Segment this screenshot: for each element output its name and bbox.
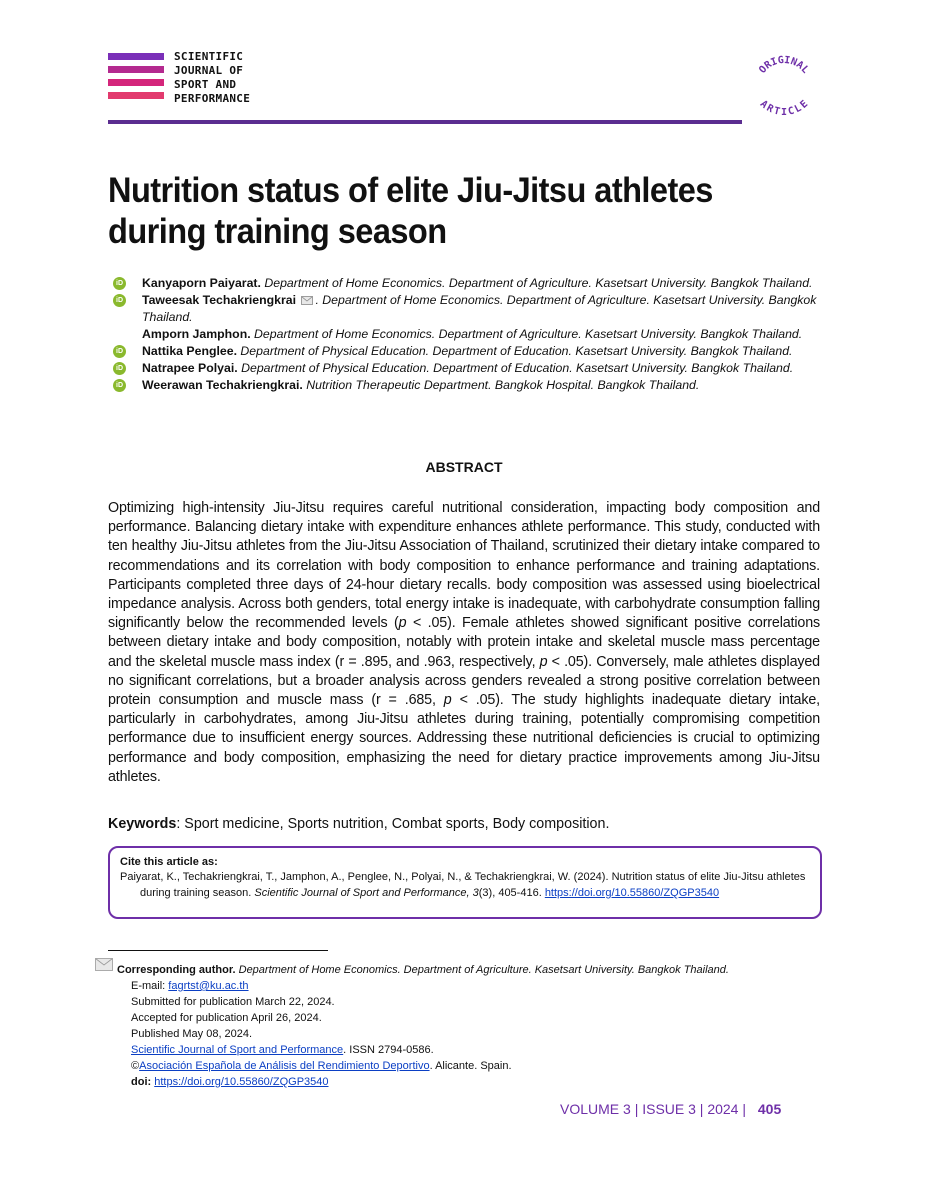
keywords: [108, 815, 820, 834]
author-entry: [113, 326, 823, 343]
logo-bar: [108, 92, 164, 99]
author-affiliation: Department of Physical Education. Department of Education. Kasetsart University. Bangkok Thailand.: [241, 361, 794, 375]
corr-label: Corresponding author.: [117, 964, 236, 976]
author-name: Taweesak Techakriengkrai: [142, 293, 297, 307]
cite-segment: during training season.: [140, 887, 255, 899]
author-affiliation: Department of Home Economics. Department of Agriculture. Kasetsart University. Bangkok Thailand.: [254, 327, 803, 341]
badge-top-text: ORIGINAL: [757, 54, 811, 76]
journal-link[interactable]: Scientific Journal of Sport and Performance: [131, 1044, 344, 1056]
orcid-icon[interactable]: iD: [113, 277, 126, 290]
accepted-line: Accepted for publication April 26, 2024.: [131, 1012, 322, 1024]
cite-heading: Cite this article as:: [120, 856, 218, 868]
abstract-text: [108, 499, 820, 787]
footnote-rule: [108, 950, 328, 951]
published-line: Published May 08, 2024.: [131, 1028, 253, 1040]
orcid-icon[interactable]: iD: [113, 345, 126, 358]
author-entry: [113, 343, 823, 360]
journal-logo: [108, 50, 268, 114]
abstract-segment: < .05). Female athletes showed significant positive correlations between dietary intake and body composition, notably with protein intake and skeletal muscle mass percentage and the skeletal muscle mass index (r = .895, and .963, respectively,: [108, 615, 820, 670]
email-label: E-mail:: [131, 980, 169, 992]
corresponding-author-line: [93, 962, 813, 978]
envelope-icon: [95, 958, 113, 971]
journal-line: [93, 1042, 813, 1058]
envelope-icon: [301, 296, 313, 305]
author-name: Nattika Penglee.: [142, 344, 237, 358]
abstract-p-symbol: p: [398, 615, 407, 632]
author-affiliation: Department of Home Economics. Department of Agriculture. Kasetsart University. Bangkok Thailand.: [264, 276, 813, 290]
article-title: Nutrition status of elite Jiu-Jitsu athletes during training season: [108, 171, 713, 251]
orcid-icon[interactable]: iD: [113, 379, 126, 392]
volume-info: VOLUME 3 | ISSUE 3 | 2024 |: [560, 1101, 746, 1117]
doi-label: doi:: [131, 1076, 155, 1088]
page-footer: [560, 1101, 781, 1117]
copyright-line: [93, 1058, 813, 1074]
author-name: Amporn Jamphon.: [142, 327, 251, 341]
author-affiliation: . Department of Home Economics. Department of Agriculture. Kasetsart University. Bangkok Thailand.: [142, 293, 817, 324]
logo-text: [174, 50, 250, 106]
author-list: [113, 275, 823, 394]
abstract-segment: < .05). The study highlights inadequate dietary intake, particularly in carbohydrates, among Jiu-Jitsu athletes during training, potentially compromising competition performance due to insufficient energy sources. Addressing these nutritional deficiencies is crucial to optimizing performance and body composition, emphasizing the need for dietary practice improvements among Jiu-Jitsu athletes.: [108, 692, 820, 785]
logo-bar: [108, 66, 164, 73]
badge-bottom-text: ARTICLE: [757, 98, 811, 118]
original-article-badge: [749, 50, 819, 120]
doi-link[interactable]: https://doi.org/10.55860/ZQGP3540: [154, 1076, 329, 1088]
footnote: [93, 962, 813, 1090]
author-entry: [113, 360, 823, 377]
page-number: 405: [757, 1101, 782, 1117]
copyright-symbol: ©: [131, 1060, 140, 1072]
logo-line: PERFORMANCE: [174, 92, 251, 105]
association-location: . Alicante. Spain.: [429, 1060, 512, 1072]
doi-line: [93, 1074, 813, 1090]
association-link[interactable]: Asociación Española de Análisis del Rendimiento Deportivo: [139, 1060, 430, 1072]
cite-doi-link[interactable]: https://doi.org/10.55860/ZQGP3540: [544, 887, 720, 899]
author-affiliation: Nutrition Therapeutic Department. Bangkok Hospital. Bangkok Thailand.: [306, 378, 700, 392]
logo-bar: [108, 53, 164, 60]
abstract-segment: Optimizing high-intensity Jiu-Jitsu requires careful nutritional consideration, impacting body composition and performance. Balancing dietary intake with expenditure enhances athlete performance. This study, conducted with ten healthy Jiu-Jitsu athletes from the Jiu-Jitsu Association of Thailand, scrutinized their dietary intake compared to recommendations and its correlation with body composition to enhance performance and training adaptations. Participants completed three days of 24-hour dietary recalls. body composition was assessed using bioelectrical impedance analysis. Across both genders, total energy intake is inadequate, with carbohydrate consumption falling significantly below the recommended levels (: [108, 500, 820, 632]
svg-text:ORIGINAL: [757, 55, 811, 76]
svg-text:ARTICLE: [758, 99, 810, 118]
abstract-segment: < .05). Conversely, male athletes displayed no significant correlations, but a broader analysis across genders revealed a strong positive correlation between protein consumption and muscle mass (r = .685,: [108, 653, 820, 709]
logo-bar: [108, 79, 164, 86]
author-affiliation: Department of Physical Education. Department of Education. Kasetsart University. Bangkok Thailand.: [240, 344, 793, 358]
author-entry: [113, 377, 823, 394]
abstract-p-symbol: p: [539, 653, 548, 670]
orcid-icon[interactable]: iD: [113, 362, 126, 375]
email-link[interactable]: fagrtst@ku.ac.th: [168, 980, 249, 992]
logo-line: SPORT AND: [174, 78, 237, 91]
abstract-p-symbol: p: [443, 692, 452, 709]
email-line: [93, 978, 813, 994]
author-entry: [113, 275, 823, 292]
cite-segment: (3), 405-416.: [478, 887, 545, 899]
cite-box: [108, 846, 822, 919]
author-name: Natrapee Polyai.: [142, 361, 238, 375]
cite-journal: Scientific Journal of Sport and Performance, 3: [254, 887, 479, 899]
orcid-icon[interactable]: iD: [113, 294, 126, 307]
cite-text: [120, 869, 820, 901]
logo-line: JOURNAL OF: [174, 64, 244, 77]
abstract-heading: ABSTRACT: [425, 459, 503, 475]
header-rule: [108, 120, 742, 124]
keywords-text: : Sport medicine, Sports nutrition, Combat sports, Body composition.: [176, 816, 610, 832]
logo-line: SCIENTIFIC: [174, 50, 244, 63]
cite-line: Paiyarat, K., Techakriengkrai, T., Jamphon, A., Penglee, N., Polyai, N., & Techakriengkrai, W. (2024). Nutrition status of elite Jiu-Jitsu athletes: [120, 871, 806, 883]
corr-affiliation: Department of Home Economics. Department of Agriculture. Kasetsart University. Bangkok Thailand.: [235, 964, 729, 976]
author-name: Kanyaporn Paiyarat.: [142, 276, 261, 290]
logo-bars: [108, 53, 170, 105]
issn-text: . ISSN 2794-0586.: [343, 1044, 434, 1056]
submitted-line: Submitted for publication March 22, 2024.: [131, 996, 335, 1008]
cite-line: [120, 885, 820, 901]
author-name: Weerawan Techakriengkrai.: [142, 378, 303, 392]
author-entry: [113, 292, 823, 326]
keywords-label: Keywords: [108, 816, 177, 832]
